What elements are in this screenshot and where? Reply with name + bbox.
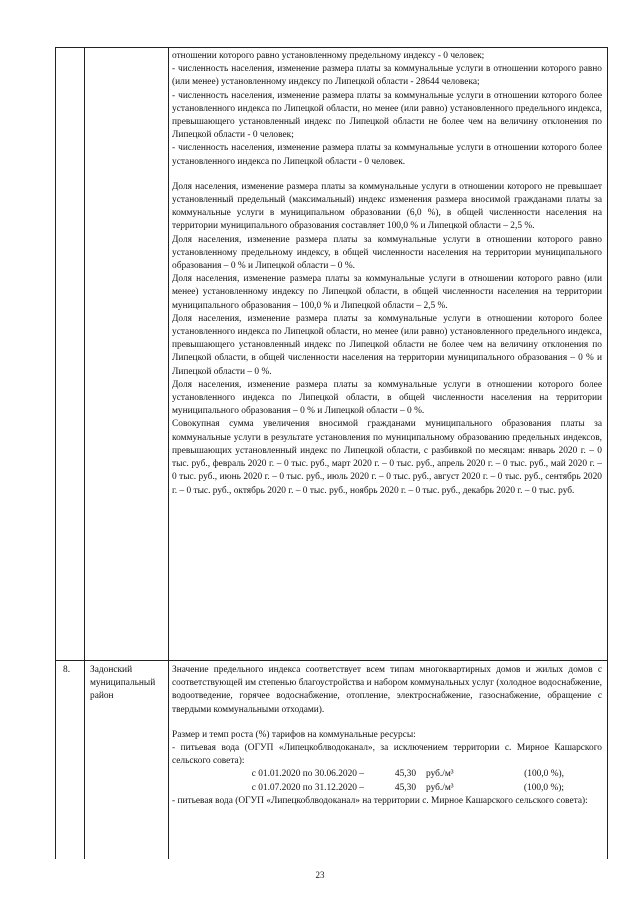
water-label-1: - питьевая вода (ОГУП «Липецкоблводоканал», за исключением территории с. Мирное Кашарского сельского совета): [172, 743, 602, 767]
share-paragraph: Доля населения, изменение размера платы за коммунальные услуги в отношении которого равно (или менее) установленному индексу по Липецкой области, в общей численности населения на территории муниципального образования – 100,0 % и Липецкой области – 2,5 %. [172, 274, 602, 311]
row-number: 8. [63, 665, 71, 675]
share-paragraph: Доля населения, изменение размера платы за коммунальные услуги в отношении которого не превышает установленный предельный (максимальный) индекс изменения размера вносимой гражданами платы за коммунальные услуги в муниципальном образовании (6,0 %), в общей численности населения на территории муниципального образования составляет 100,0 % и Липецкой области – 2,5 %. [172, 181, 602, 232]
row-divider [55, 660, 608, 661]
tariffs-heading: Размер и темп роста (%) тарифов на коммунальные ресурсы: [172, 729, 416, 740]
water-label-2: - питьевая вода (ОГУП «Липецкоблводоканал» на территории с. Мирное Кашарского сельского совета): [172, 795, 588, 806]
row8-content [172, 664, 602, 808]
page-number: 23 [315, 870, 325, 880]
share-paragraph: Доля населения, изменение размера платы за коммунальные услуги в отношении которого более установленного индекса по Липецкой области, в общей численности населения на территории муниципального образования – 0 % и Липецкой области – 0 %. [172, 379, 602, 417]
table-right-border [607, 47, 608, 859]
tariff-price: 45,30 [394, 769, 416, 780]
tariff-percent: (100,0 %), [524, 769, 564, 780]
column-divider-1 [84, 47, 85, 859]
tariff-row [172, 782, 602, 795]
tariff-row [172, 768, 602, 781]
district-name: Задонский муниципальный район [90, 665, 156, 702]
monthly-sum-paragraph: Совокупная сумма увеличения вносимой гражданами муниципального образования платы за коммунальные услуги в результате установления по муниципальному образованию предельных индексов, превышающих установленный индекс по Липецкой области, с разбивкой по месяцам: январь 2020 г. – 0 тыс. руб., февраль 2020 г. – 0 тыс. руб., март 2020 г. – 0 тыс. руб., апрель 2020 г. – 0 тыс. руб., май 2020 г. – 0 тыс. руб., июнь 2020 г. – 0 тыс. руб., июль 2020 г. – 0 тыс. руб., август 2020 г. – 0 тыс. руб., сентябрь 2020 г. – 0 тыс. руб., октябрь 2020 г. – 0 тыс. руб., ноябрь 2020 г. – 0 тыс. руб., декабрь 2020 г. – 0 тыс. руб. [172, 419, 602, 496]
population-item: - численность населения, изменение размера платы за коммунальные услуги в отношении которого более установленного индекса по Липецкой области, но менее (или равно) установленного предельного индекса, превышающего установленный индекс по Липецкой области не более чем на величину отклонения по Липецкой области - 0 человек; [172, 90, 602, 141]
share-paragraph: Доля населения, изменение размера платы за коммунальные услуги в отношении которого более установленного индекса по Липецкой области, но менее (или равно) установленного предельного индекса, превышающего установленный индекс по Липецкой области не более чем на величину отклонения по Липецкой области, в общей численности населения на территории муниципального образования – 0 % и Липецкой области – 0 %. [172, 313, 602, 377]
column-divider-2 [168, 47, 169, 859]
population-item: отношении которого равно установленному предельному индексу - 0 человек; [172, 51, 485, 61]
tariff-unit: руб./м³ [426, 769, 454, 780]
table-top-border [55, 47, 608, 48]
tariff-percent: (100,0 %); [523, 782, 564, 793]
share-paragraph: Доля населения, изменение размера платы за коммунальные услуги в отношении которого равно установленному предельному индексу, в общей численности населения на территории муниципального образования – 0 % и Липецкой области – 0 %. [172, 234, 602, 272]
row7-content [172, 50, 602, 498]
population-item: - численность населения, изменение размера платы за коммунальные услуги в отношении которого более установленного индекса по Липецкой области - 0 человек. [172, 143, 602, 167]
tariff-unit: руб./м³ [426, 782, 454, 793]
tariff-period: с 01.07.2020 по 31.12.2020 – [251, 782, 364, 793]
tariff-price: 45,30 [394, 782, 416, 793]
population-item: - численность населения, изменение размера платы за коммунальные услуги в отношении которого равно (или менее) установленному индексу по Липецкой области - 28644 человека; [172, 64, 602, 88]
index-intro: Значение предельного индекса соответствует всем типам многоквартирных домов и жилых домов с соответствующей им степенью благоустройства и набором коммунальных услуг (холодное водоснабжение, водоотведение, горячее водоснабжение, отопление, электроснабжение, газоснабжение, обращение с твердыми коммунальными отходами). [172, 665, 602, 715]
tariff-period: с 01.01.2020 по 30.06.2020 – [251, 769, 364, 780]
table-left-border [55, 47, 56, 859]
